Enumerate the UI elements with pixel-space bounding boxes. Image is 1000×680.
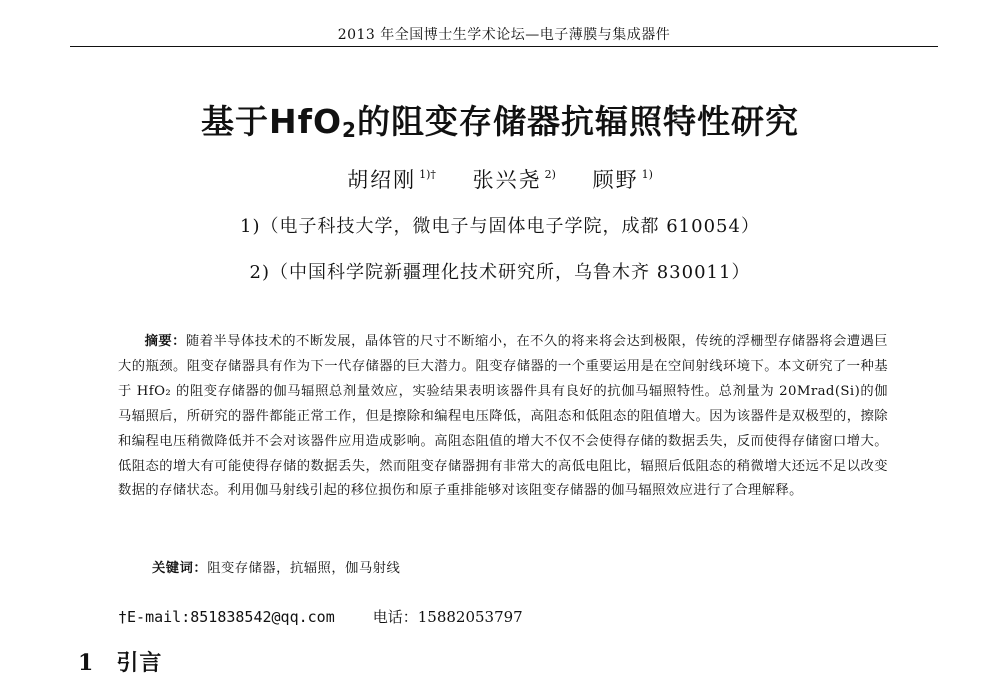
- abstract-text: 随着半导体技术的不断发展，晶体管的尺寸不断缩小，在不久的将来将会达到极限，传统的浮栅型存储器将会遭遇巨大的瓶颈。阻变存储器具有作为下一代存储器的巨大潜力。阻变存储器的一个重要运用是在空间射线环境下。本文研究了一种基于 HfO₂ 的阻变存储器的伽马辐照总剂量效应，实验结果表明该器件具有良好的抗伽马辐照特性。总剂量为 20Mrad(Si)的伽马辐照后，所研究的器件都能正常工作，但是擦除和编程电压降低，高阻态和低阻态的阻值增大。因为该器件是双极型的，擦除和编程电压稍微降低并不会对该器件应用造成影响。高阻态阻值的增大不仅不会使得存储的数据丢失，反而使得存储窗口增大。低阻态的增大有可能使得存储的数据丢失，然而阻变存储器拥有非常大的高低电阻比，辐照后低阻态的稍微增大还远不足以改变数据的存储状态。利用伽马射线引起的移位损伤和原子重排能够对该阻变存储器的伽马辐照效应进行了合理解释。: [118, 334, 888, 499]
- author: [473, 168, 556, 192]
- author-affiliation-mark: 1)†: [419, 168, 436, 181]
- running-header: 2013 年全国博士生学术论坛—电子薄膜与集成器件: [337, 27, 671, 43]
- email-text: †E-mail:851838542@qq.com: [118, 608, 335, 626]
- author-affiliation-mark: 1): [641, 168, 653, 181]
- section-title: 引言: [116, 650, 163, 676]
- corresponding-author-footnote: [118, 606, 818, 627]
- abstract-label: 摘要：: [144, 334, 186, 349]
- author-list: [0, 164, 1000, 194]
- author-name: 顾野: [592, 168, 639, 192]
- author: [593, 168, 653, 192]
- title-text-before: 基于HfO: [201, 102, 343, 141]
- section-heading: [78, 646, 162, 677]
- affiliation-2: 2)（中国科学院新疆理化技术研究所，乌鲁木齐 830011）: [249, 262, 751, 283]
- author-name: 胡绍刚: [347, 168, 417, 192]
- author-name: 张兴尧: [472, 168, 542, 192]
- abstract: [118, 330, 888, 504]
- section-number: 1: [78, 650, 95, 676]
- affiliation-1: 1)（电子科技大学，微电子与固体电子学院，成都 610054）: [240, 216, 760, 237]
- paper-title: [0, 96, 1000, 143]
- title-text-after: 的阻变存储器抗辐照特性研究: [356, 102, 799, 141]
- author-affiliation-mark: 2): [544, 168, 556, 181]
- phone-text: 电话：15882053797: [372, 608, 523, 626]
- author: [347, 168, 436, 192]
- keywords: [152, 557, 852, 576]
- keywords-label: 关键词：: [152, 561, 208, 576]
- title-subscript: 2: [342, 118, 357, 142]
- header-rule: [70, 46, 938, 47]
- keywords-text: 阻变存储器，抗辐照，伽马射线: [207, 561, 401, 576]
